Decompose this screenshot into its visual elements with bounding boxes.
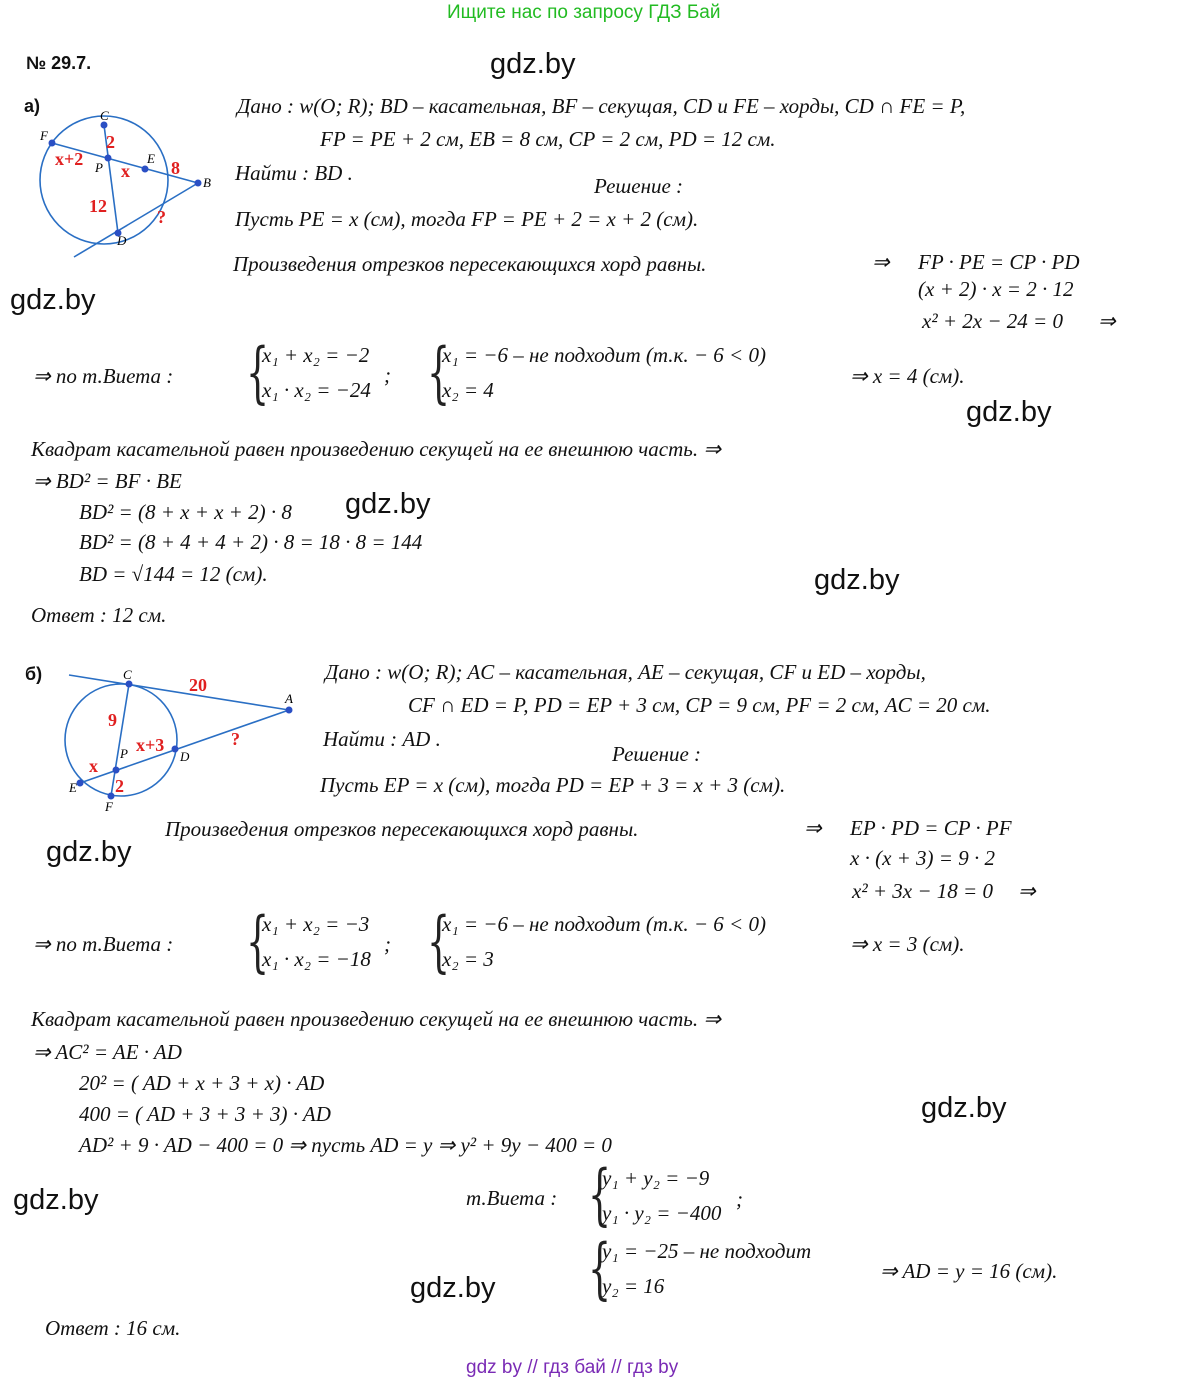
tangent-eq-4: AD² + 9 · AD − 400 = 0 ⇒ пусть AD = y ⇒ y² + 9y − 400 = 0 bbox=[79, 1133, 612, 1157]
system-brace: { bbox=[588, 1156, 612, 1233]
point-d bbox=[172, 746, 179, 753]
equation-1: EP · PD = CP · PF bbox=[850, 816, 1012, 840]
solution-heading: Решение : bbox=[612, 742, 702, 766]
watermark: gdz.by bbox=[10, 284, 96, 316]
problem-number: № 29.7. bbox=[26, 53, 92, 73]
tangent-statement: Квадрат касательной равен произведению секущей на ее внешнюю часть. ⇒ bbox=[31, 437, 721, 461]
vieta-lead: ⇒ по т.Виета : bbox=[33, 364, 174, 388]
segment-cp-label: 2 bbox=[106, 132, 115, 152]
result-x: ⇒ x = 4 (см). bbox=[850, 364, 965, 388]
point-f bbox=[49, 140, 56, 147]
vieta2-lead: т.Виета : bbox=[466, 1186, 558, 1210]
watermark: gdz.by bbox=[13, 1184, 99, 1216]
find-line: Найти : AD . bbox=[323, 727, 441, 751]
point-e bbox=[142, 166, 149, 173]
figure-b bbox=[45, 665, 305, 820]
watermark: gdz.by bbox=[410, 1272, 496, 1304]
system-brace: { bbox=[246, 903, 270, 980]
root-2: x₂ = 3 bbox=[442, 947, 494, 971]
vieta-sum: x₁ + x₂ = −2 bbox=[262, 343, 370, 367]
let-line: Пусть EP = x (см), тогда PD = EP + 3 = x + 3 (см). bbox=[320, 773, 786, 797]
tangent-eq-4: BD = √144 = 12 (см). bbox=[79, 562, 268, 586]
label-p: P bbox=[120, 746, 128, 761]
label-e: E bbox=[69, 780, 77, 795]
root-2: x₂ = 4 bbox=[442, 378, 494, 402]
segment-ad-label: ? bbox=[231, 729, 240, 749]
vieta2-sum: y₁ + y₂ = −9 bbox=[602, 1166, 710, 1190]
segment-pd-label: x+3 bbox=[136, 735, 165, 755]
result-x: ⇒ x = 3 (см). bbox=[850, 932, 965, 956]
root2-2: y₂ = 16 bbox=[602, 1274, 665, 1298]
label-b: B bbox=[203, 175, 211, 190]
point-p bbox=[105, 155, 112, 162]
implies-arrow: ⇒ bbox=[872, 250, 890, 274]
tangent-eq-2: 20² = ( AD + x + 3 + x) · AD bbox=[79, 1071, 325, 1095]
point-p bbox=[113, 767, 120, 774]
watermark: gdz.by bbox=[46, 836, 132, 868]
watermark: gdz.by bbox=[345, 488, 431, 520]
segment-ac-label: 20 bbox=[189, 675, 207, 695]
solution-heading: Решение : bbox=[594, 174, 684, 198]
root-1: x₁ = −6 – не подходит (т.к. − 6 < 0) bbox=[442, 912, 766, 936]
vieta2-product: y₁ · y₂ = −400 bbox=[602, 1201, 722, 1225]
chords-statement: Произведения отрезков пересекающихся хорд равны. bbox=[165, 817, 639, 841]
top-banner: Ищите нас по запросу ГДЗ Бай bbox=[447, 2, 721, 23]
root-1: x₁ = −6 – не подходит (т.к. − 6 < 0) bbox=[442, 343, 766, 367]
vieta-sum: x₁ + x₂ = −3 bbox=[262, 912, 370, 936]
separator: ; bbox=[736, 1187, 743, 1211]
label-d: D bbox=[117, 233, 127, 248]
tangent-ac bbox=[69, 675, 289, 710]
tangent-eq-1: ⇒ AC² = AE · AD bbox=[33, 1040, 182, 1064]
watermark: gdz.by bbox=[966, 396, 1052, 428]
equation-1: FP · PE = CP · PD bbox=[918, 250, 1080, 274]
segment-pe-label: x bbox=[121, 161, 130, 181]
point-e bbox=[77, 780, 84, 787]
answer: Ответ : 16 см. bbox=[45, 1316, 181, 1340]
label-c: C bbox=[100, 108, 109, 123]
separator: ; bbox=[384, 363, 391, 387]
answer: Ответ : 12 см. bbox=[31, 603, 167, 627]
implies-arrow: ⇒ bbox=[1018, 879, 1036, 903]
tangent-eq-3: 400 = ( AD + 3 + 3 + 3) · AD bbox=[79, 1102, 331, 1126]
given-line-1: Дано : w(O; R); AC – касательная, AE – секущая, CF и ED – хорды, bbox=[325, 660, 926, 684]
segment-ep-label: x bbox=[89, 756, 98, 776]
root2-1: y₁ = −25 – не подходит bbox=[602, 1239, 812, 1263]
equation-2: (x + 2) · x = 2 · 12 bbox=[918, 277, 1074, 301]
equation-3: x² + 2x − 24 = 0 bbox=[922, 309, 1063, 333]
tangent-statement: Квадрат касательной равен произведению секущей на ее внешнюю часть. ⇒ bbox=[31, 1007, 721, 1031]
label-c: C bbox=[123, 667, 132, 682]
find-line: Найти : BD . bbox=[235, 161, 353, 185]
circle bbox=[40, 116, 168, 244]
equation-2: x · (x + 3) = 9 · 2 bbox=[850, 846, 995, 870]
label-e: E bbox=[147, 151, 155, 166]
tangent-eq-1: ⇒ BD² = BF · BE bbox=[33, 469, 182, 493]
vieta-product: x₁ · x₂ = −18 bbox=[262, 947, 371, 971]
segment-pf-label: 2 bbox=[115, 776, 124, 796]
part-a-label: а) bbox=[24, 96, 41, 116]
vieta-lead: ⇒ по т.Виета : bbox=[33, 932, 174, 956]
implies-arrow: ⇒ bbox=[804, 816, 822, 840]
result-ad: ⇒ AD = y = 16 (см). bbox=[880, 1259, 1058, 1283]
given-line-2: CF ∩ ED = P, PD = EP + 3 см, CP = 9 см, PF = 2 см, AC = 20 см. bbox=[408, 693, 991, 717]
segment-cp-label: 9 bbox=[108, 710, 117, 730]
label-p: P bbox=[95, 160, 103, 175]
vieta-product: x₁ · x₂ = −24 bbox=[262, 378, 371, 402]
tangent-bd bbox=[74, 183, 198, 257]
label-f: F bbox=[40, 128, 48, 143]
system-brace: { bbox=[588, 1230, 612, 1307]
point-b bbox=[195, 180, 202, 187]
implies-arrow: ⇒ bbox=[1098, 309, 1116, 333]
system-brace: { bbox=[246, 334, 270, 411]
tangent-eq-3: BD² = (8 + 4 + 4 + 2) · 8 = 18 · 8 = 144 bbox=[79, 530, 423, 554]
segment-fp-label: x+2 bbox=[55, 149, 84, 169]
chords-statement: Произведения отрезков пересекающихся хорд равны. bbox=[233, 252, 707, 276]
watermark: gdz.by bbox=[490, 48, 576, 80]
watermark: gdz.by bbox=[921, 1092, 1007, 1124]
given-line-1: Дано : w(O; R); BD – касательная, BF – секущая, CD и FE – хорды, CD ∩ FE = P, bbox=[237, 94, 966, 118]
label-a: A bbox=[285, 691, 293, 706]
segment-bd-label: ? bbox=[157, 207, 166, 227]
system-brace: { bbox=[427, 903, 451, 980]
given-line-2: FP = PE + 2 см, EB = 8 см, CP = 2 см, PD = 12 см. bbox=[320, 127, 776, 151]
separator: ; bbox=[384, 932, 391, 956]
watermark: gdz.by bbox=[814, 564, 900, 596]
equation-3: x² + 3x − 18 = 0 bbox=[852, 879, 993, 903]
part-b-label: б) bbox=[25, 664, 43, 684]
label-d: D bbox=[180, 749, 190, 764]
system-brace: { bbox=[427, 334, 451, 411]
segment-eb-label: 8 bbox=[171, 158, 180, 178]
let-line: Пусть PE = x (см), тогда FP = PE + 2 = x + 2 (см). bbox=[235, 207, 699, 231]
footer-links: gdz by // гдз бай // гдз by bbox=[466, 1357, 679, 1378]
point-a bbox=[286, 707, 293, 714]
label-f: F bbox=[105, 799, 113, 814]
figure-a bbox=[20, 105, 230, 265]
segment-pd-label: 12 bbox=[89, 196, 107, 216]
tangent-eq-2: BD² = (8 + x + x + 2) · 8 bbox=[79, 500, 292, 524]
